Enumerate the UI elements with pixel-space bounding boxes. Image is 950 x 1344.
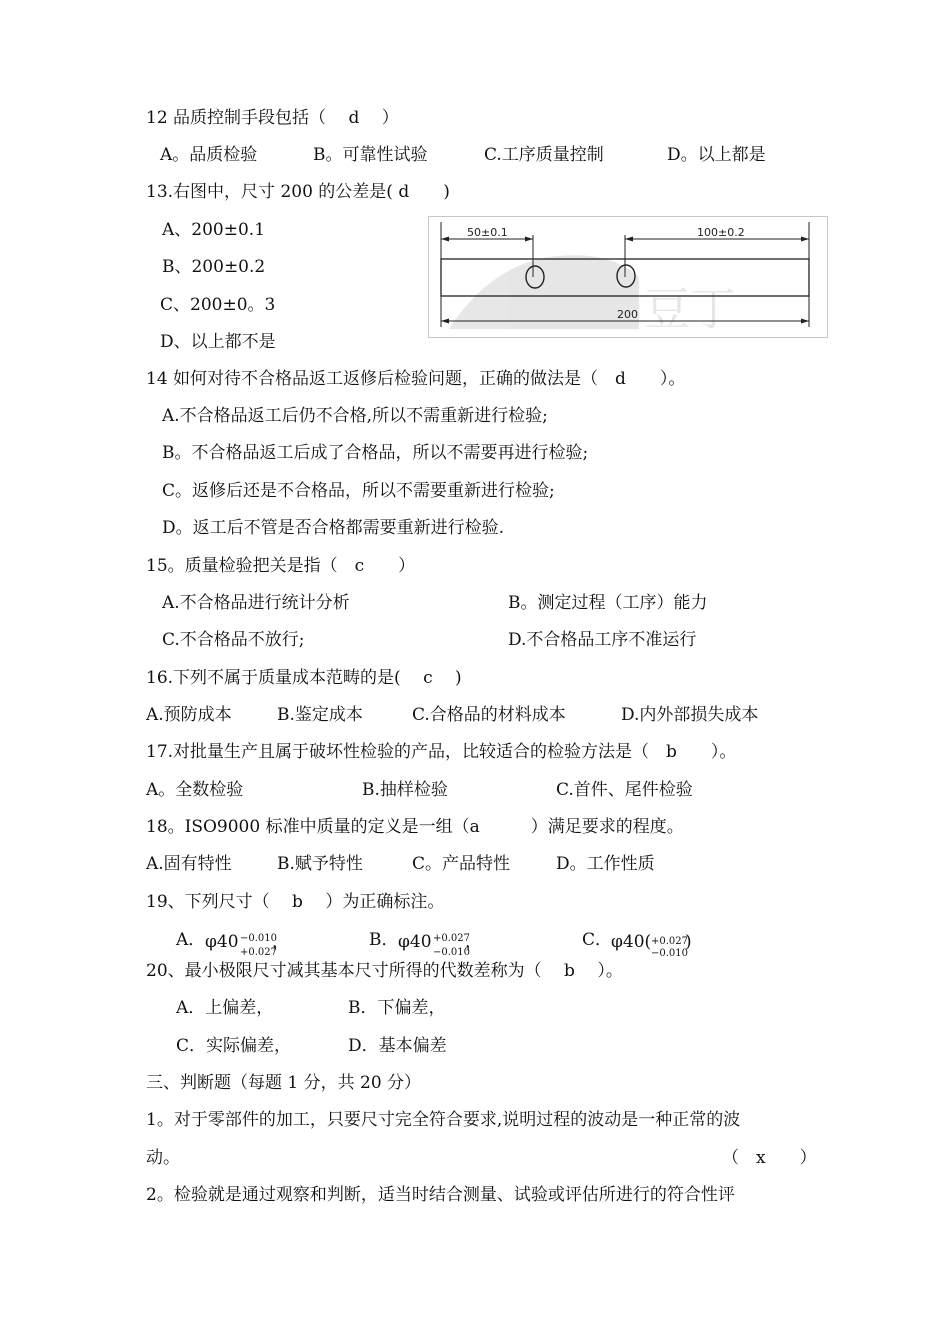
- question-18-option-d: D。工作性质: [556, 854, 655, 874]
- question-15-option-c: C.不合格品不放行;: [162, 630, 305, 650]
- question-18-stem: 18。ISO9000 标准中质量的定义是一组（a ）满足要求的程度。: [146, 817, 684, 837]
- question-19-option-c-label: C．: [582, 930, 613, 950]
- question-14-stem: 14 如何对待不合格品返工返修后检验问题，正确的做法是（ d ）。: [146, 369, 686, 389]
- question-12-option-b: B。可靠性试验: [313, 145, 428, 165]
- dimension-drawing-figure: [428, 216, 828, 338]
- question-19-option-b-tail: ，: [465, 932, 482, 952]
- question-17-option-b: B.抽样检验: [362, 780, 448, 800]
- question-14-option-b: B。不合格品返工后成了合格品，所以不需要再进行检验;: [162, 443, 589, 463]
- question-19-option-c-upper: +0.027: [651, 936, 689, 947]
- question-20-stem: 20、最小极限尺寸减其基本尺寸所得的代数差称为（ b ）。: [146, 961, 623, 981]
- question-15-stem: 15。质量检验把关是指（ c ）: [146, 556, 416, 576]
- question-13-option-b: B、200±0.2: [162, 257, 266, 277]
- judgment-2-line1: 2。检验就是通过观察和判断，适当时结合测量、试验或评估所进行的符合性评: [146, 1185, 735, 1205]
- question-19-option-a-upper: −0.010: [240, 933, 278, 944]
- dim-text-50: 50±0.1: [467, 226, 508, 239]
- question-19-option-a-label: A．: [176, 930, 206, 950]
- dim-text-200: 200: [617, 308, 638, 321]
- question-13-option-c: C、200±0。3: [160, 295, 276, 315]
- question-16-option-c: C.合格品的材料成本: [412, 705, 566, 725]
- question-12-option-c: C.工序质量控制: [484, 145, 604, 165]
- question-19-option-b-upper: +0.027: [433, 933, 471, 944]
- question-14-option-c: C。返修后还是不合格品，所以不需要重新进行检验;: [162, 481, 555, 501]
- question-17-option-c: C.首件、尾件检验: [556, 780, 693, 800]
- question-18-option-b: B.赋予特性: [277, 854, 363, 874]
- question-19-option-a-tail: ，: [272, 932, 289, 952]
- question-20-option-c: C．实际偏差，: [176, 1036, 292, 1056]
- question-16-option-d: D.内外部损失成本: [621, 705, 759, 725]
- question-12-stem: 12 品质控制手段包括（ d ）: [146, 108, 399, 128]
- question-19-option-b-lower: −0.010: [433, 947, 471, 958]
- question-20-option-a: A．上偏差，: [176, 998, 274, 1018]
- question-19-option-c-lower: −0.010: [651, 948, 689, 959]
- question-20-option-d: D．基本偏差: [348, 1036, 447, 1056]
- question-14-option-a: A.不合格品返工后仍不合格,所以不需重新进行检验;: [162, 406, 548, 426]
- question-15-option-a: A.不合格品进行统计分析: [162, 593, 350, 613]
- judgment-1-line2: 动。: [146, 1148, 180, 1168]
- judgment-1-line1: 1。对于零部件的加工，只要尺寸完全符合要求,说明过程的波动是一种正常的波: [146, 1110, 741, 1130]
- question-14-option-d: D。返工后不管是否合格都需要重新进行检验.: [162, 518, 505, 538]
- question-15-option-d: D.不合格品工序不准运行: [508, 630, 697, 650]
- question-18-option-a: A.固有特性: [146, 854, 232, 874]
- question-19-option-c-base: φ40(: [611, 932, 652, 952]
- question-20-option-b: B．下偏差，: [348, 998, 446, 1018]
- question-19-stem: 19、下列尺寸（ b ）为正确标注。: [146, 892, 445, 912]
- question-13-option-a: A、200±0.1: [162, 220, 266, 240]
- question-16-option-b: B.鉴定成本: [277, 705, 363, 725]
- question-12-option-a: A。品质检验: [160, 145, 258, 165]
- dim-text-100: 100±0.2: [697, 226, 745, 239]
- question-17-option-a: A。全数检验: [146, 780, 244, 800]
- question-18-option-c: C。产品特性: [412, 854, 511, 874]
- question-16-option-a: A.预防成本: [146, 705, 232, 725]
- question-13-option-d: D、以上都不是: [160, 332, 276, 352]
- question-19-option-b-base: φ40: [398, 932, 432, 952]
- question-19-option-a-lower: +0.027: [240, 947, 278, 958]
- question-12-option-d: D。以上都是: [667, 145, 766, 165]
- question-19-option-a-base: φ40: [205, 932, 239, 952]
- section-3-heading: 三、判断题（每题 1 分，共 20 分）: [146, 1073, 422, 1093]
- question-19-option-b-label: B．: [369, 930, 399, 950]
- question-19-option-c-tail: ): [685, 932, 692, 952]
- question-15-option-b: B。测定过程（工序）能力: [508, 593, 708, 613]
- question-13-stem: 13.右图中，尺寸 200 的公差是( d ): [146, 182, 450, 202]
- question-16-stem: 16.下列不属于质量成本范畴的是( c ): [146, 668, 462, 688]
- watermark-text: 豆丁: [644, 282, 736, 336]
- judgment-1-answer: （ x ）: [722, 1148, 817, 1168]
- question-17-stem: 17.对批量生产且属于破坏性检验的产品，比较适合的检验方法是（ b ）。: [146, 742, 737, 762]
